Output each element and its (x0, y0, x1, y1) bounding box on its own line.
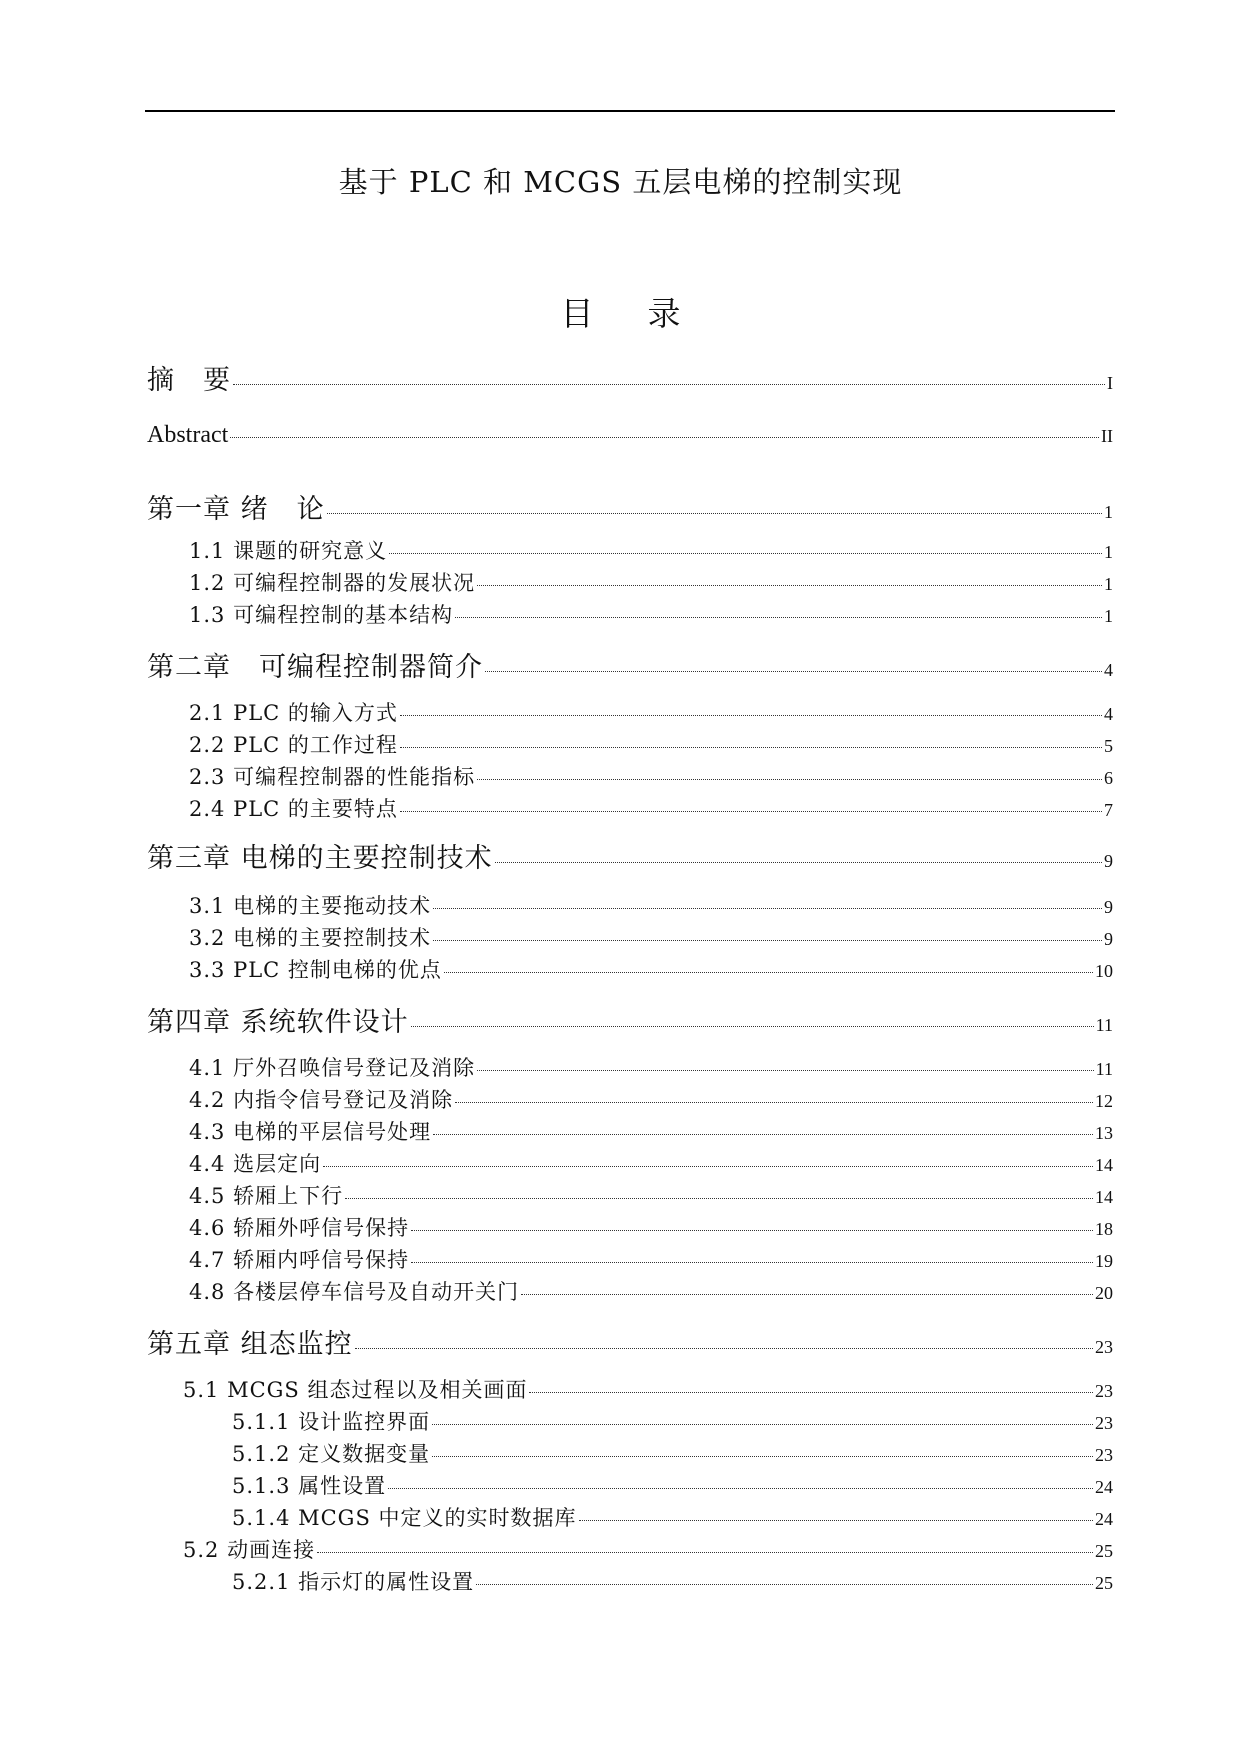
toc-entry-section-5-1[interactable] (147, 1374, 1113, 1404)
toc-entry-label: 2.1 PLC 的输入方式 (189, 701, 398, 725)
toc-entry-page: 25 (1095, 1573, 1113, 1593)
toc-entry-section-1-3[interactable] (147, 599, 1113, 629)
toc-entry-page: 23 (1095, 1413, 1113, 1433)
toc-entry-page: II (1101, 426, 1113, 446)
toc-heading-right: 录 (647, 294, 681, 333)
dot-leader (233, 384, 1105, 385)
header-rule (145, 110, 1115, 112)
toc-entry-section-5-2-1[interactable] (147, 1566, 1113, 1596)
toc-entry-label: 2.3 可编程控制器的性能指标 (189, 765, 476, 789)
toc-entry-section-1-2[interactable] (147, 567, 1113, 597)
toc-entry-section-4-5[interactable] (147, 1180, 1113, 1210)
toc-entry-page: 4 (1104, 660, 1113, 680)
toc-entry-page: 9 (1104, 929, 1113, 949)
toc-entry-label: 1.1 课题的研究意义 (189, 539, 388, 563)
toc-entry-label: 4.1 厅外召唤信号登记及消除 (189, 1056, 476, 1080)
dot-leader (477, 779, 1102, 780)
toc-entry-label: 5.1.4 MCGS 中定义的实时数据库 (232, 1506, 577, 1530)
dot-leader (485, 671, 1102, 672)
toc-entry-section-5-1-2[interactable] (147, 1438, 1113, 1468)
toc-entry-page: 14 (1095, 1155, 1113, 1175)
toc-entry-label: 2.4 PLC 的主要特点 (189, 797, 398, 821)
toc-entry-label: 摘 要 (147, 365, 231, 396)
toc-entry-page: 1 (1104, 542, 1113, 562)
toc-entry-label: 1.2 可编程控制器的发展状况 (189, 571, 476, 595)
dot-leader (389, 553, 1102, 554)
dot-leader (432, 1424, 1093, 1425)
toc-entry-label: 5.2.1 指示灯的属性设置 (232, 1570, 475, 1594)
toc-entry-chapter-1[interactable] (147, 487, 1113, 526)
document-title: 基于 PLC 和 MCGS 五层电梯的控制实现 (338, 165, 903, 199)
toc-entry-section-5-1-4[interactable] (147, 1502, 1113, 1532)
toc-entry-label: 3.2 电梯的主要控制技术 (189, 926, 432, 950)
toc-entry-chapter-5[interactable] (147, 1322, 1113, 1361)
toc-entry-page: 12 (1095, 1091, 1113, 1111)
toc-entry-page: 7 (1104, 800, 1113, 820)
toc-entry-section-4-3[interactable] (147, 1116, 1113, 1146)
dot-leader (323, 1166, 1093, 1167)
dot-leader (411, 1026, 1094, 1027)
toc-entry-page: 20 (1095, 1283, 1113, 1303)
toc-entry-label: 3.3 PLC 控制电梯的优点 (189, 958, 442, 982)
toc-heading (0, 288, 1241, 335)
dot-leader (327, 513, 1102, 514)
toc-entry-label: 1.3 可编程控制的基本结构 (189, 603, 454, 627)
toc-entry-label: 5.1.1 设计监控界面 (232, 1410, 431, 1434)
toc-entry-page: I (1107, 373, 1113, 393)
toc-entry-label: 4.3 电梯的平层信号处理 (189, 1120, 432, 1144)
dot-leader (433, 908, 1102, 909)
toc-entry-page: 5 (1104, 736, 1113, 756)
dot-leader (455, 1102, 1093, 1103)
dot-leader (477, 1070, 1094, 1071)
toc-entry-page: 1 (1104, 606, 1113, 626)
toc-entry-label: 5.1.3 属性设置 (232, 1474, 387, 1498)
dot-leader (433, 940, 1102, 941)
toc-heading-left: 目 (560, 294, 594, 333)
dot-leader (433, 1134, 1093, 1135)
dot-leader (388, 1488, 1093, 1489)
toc-entry-section-3-2[interactable] (147, 922, 1113, 952)
toc-entry-label: 第二章 可编程控制器简介 (147, 652, 483, 683)
toc-entry-chapter-3[interactable] (147, 836, 1113, 875)
toc-entry-section-4-8[interactable] (147, 1276, 1113, 1306)
toc-entry-label: 4.4 选层定向 (189, 1152, 322, 1176)
dot-leader (400, 811, 1102, 812)
toc-entry-abstract-cn[interactable] (147, 358, 1113, 397)
toc-entry-page: 6 (1104, 768, 1113, 788)
dot-leader (579, 1520, 1093, 1521)
toc-entry-section-4-1[interactable] (147, 1052, 1113, 1082)
toc-entry-page: 14 (1095, 1187, 1113, 1207)
dot-leader (345, 1198, 1093, 1199)
toc-entry-label: 4.5 轿厢上下行 (189, 1184, 344, 1208)
toc-entry-page: 11 (1095, 1059, 1113, 1079)
dot-leader (317, 1552, 1093, 1553)
dot-leader (400, 715, 1102, 716)
toc-entry-label: 第五章 组态监控 (147, 1329, 353, 1360)
toc-entry-section-5-2[interactable] (147, 1534, 1113, 1564)
toc-entry-page: 24 (1095, 1477, 1113, 1497)
toc-entry-label: 5.2 动画连接 (183, 1538, 316, 1562)
dot-leader (521, 1294, 1093, 1295)
toc-entry-page: 10 (1095, 961, 1113, 981)
toc-entry-section-4-6[interactable] (147, 1212, 1113, 1242)
toc-entry-label: 4.8 各楼层停车信号及自动开关门 (189, 1280, 520, 1304)
toc-entry-page: 9 (1104, 897, 1113, 917)
toc-entry-section-2-3[interactable] (147, 761, 1113, 791)
toc-entry-section-2-2[interactable] (147, 729, 1113, 759)
dot-leader (355, 1348, 1093, 1349)
toc-entry-page: 1 (1104, 574, 1113, 594)
toc-entry-section-1-1[interactable] (147, 535, 1113, 565)
toc-entry-page: 1 (1104, 502, 1113, 522)
toc-entry-page: 4 (1104, 704, 1113, 724)
toc-entry-page: 19 (1095, 1251, 1113, 1271)
toc-entry-label: 3.1 电梯的主要拖动技术 (189, 894, 432, 918)
toc-entry-label: 第一章 绪 论 (147, 494, 325, 525)
toc-entry-page: 25 (1095, 1541, 1113, 1561)
toc-entry-page: 9 (1104, 851, 1113, 871)
dot-leader (400, 747, 1102, 748)
toc-entry-label: 5.1 MCGS 组态过程以及相关画面 (183, 1378, 528, 1402)
toc-entry-section-4-2[interactable] (147, 1084, 1113, 1114)
dot-leader (476, 1584, 1093, 1585)
toc-entry-section-3-3[interactable] (147, 954, 1113, 984)
dot-leader (477, 585, 1102, 586)
toc-entry-page: 11 (1095, 1015, 1113, 1035)
toc-entry-page: 23 (1095, 1381, 1113, 1401)
toc-entry-label: Abstract (147, 422, 229, 448)
toc-entry-section-5-1-3[interactable] (147, 1470, 1113, 1500)
toc-entry-label: 4.6 轿厢外呼信号保持 (189, 1216, 410, 1240)
toc-entry-page: 23 (1095, 1337, 1113, 1357)
dot-leader (444, 972, 1093, 973)
toc-entry-chapter-2[interactable] (147, 645, 1113, 684)
dot-leader (230, 437, 1099, 438)
toc-entry-label: 第三章 电梯的主要控制技术 (147, 843, 493, 874)
toc-entry-chapter-4[interactable] (147, 1000, 1113, 1039)
dot-leader (411, 1230, 1093, 1231)
toc-entry-label: 5.1.2 定义数据变量 (232, 1442, 431, 1466)
toc-entry-label: 2.2 PLC 的工作过程 (189, 733, 398, 757)
toc-entry-page: 13 (1095, 1123, 1113, 1143)
toc-entry-section-2-1[interactable] (147, 697, 1113, 727)
toc-entry-abstract-en[interactable] (147, 422, 1113, 449)
dot-leader (495, 862, 1102, 863)
toc-entry-label: 第四章 系统软件设计 (147, 1007, 409, 1038)
toc-entry-section-2-4[interactable] (147, 793, 1113, 823)
toc-entry-label: 4.2 内指令信号登记及消除 (189, 1088, 454, 1112)
toc-entry-page: 18 (1095, 1219, 1113, 1239)
toc-entry-section-3-1[interactable] (147, 890, 1113, 920)
toc-entry-section-4-4[interactable] (147, 1148, 1113, 1178)
dot-leader (411, 1262, 1093, 1263)
toc-entry-label: 4.7 轿厢内呼信号保持 (189, 1248, 410, 1272)
toc-entry-section-4-7[interactable] (147, 1244, 1113, 1274)
dot-leader (529, 1392, 1093, 1393)
toc-entry-page: 24 (1095, 1509, 1113, 1529)
toc-entry-page: 23 (1095, 1445, 1113, 1465)
toc-entry-section-5-1-1[interactable] (147, 1406, 1113, 1436)
dot-leader (455, 617, 1102, 618)
dot-leader (432, 1456, 1093, 1457)
